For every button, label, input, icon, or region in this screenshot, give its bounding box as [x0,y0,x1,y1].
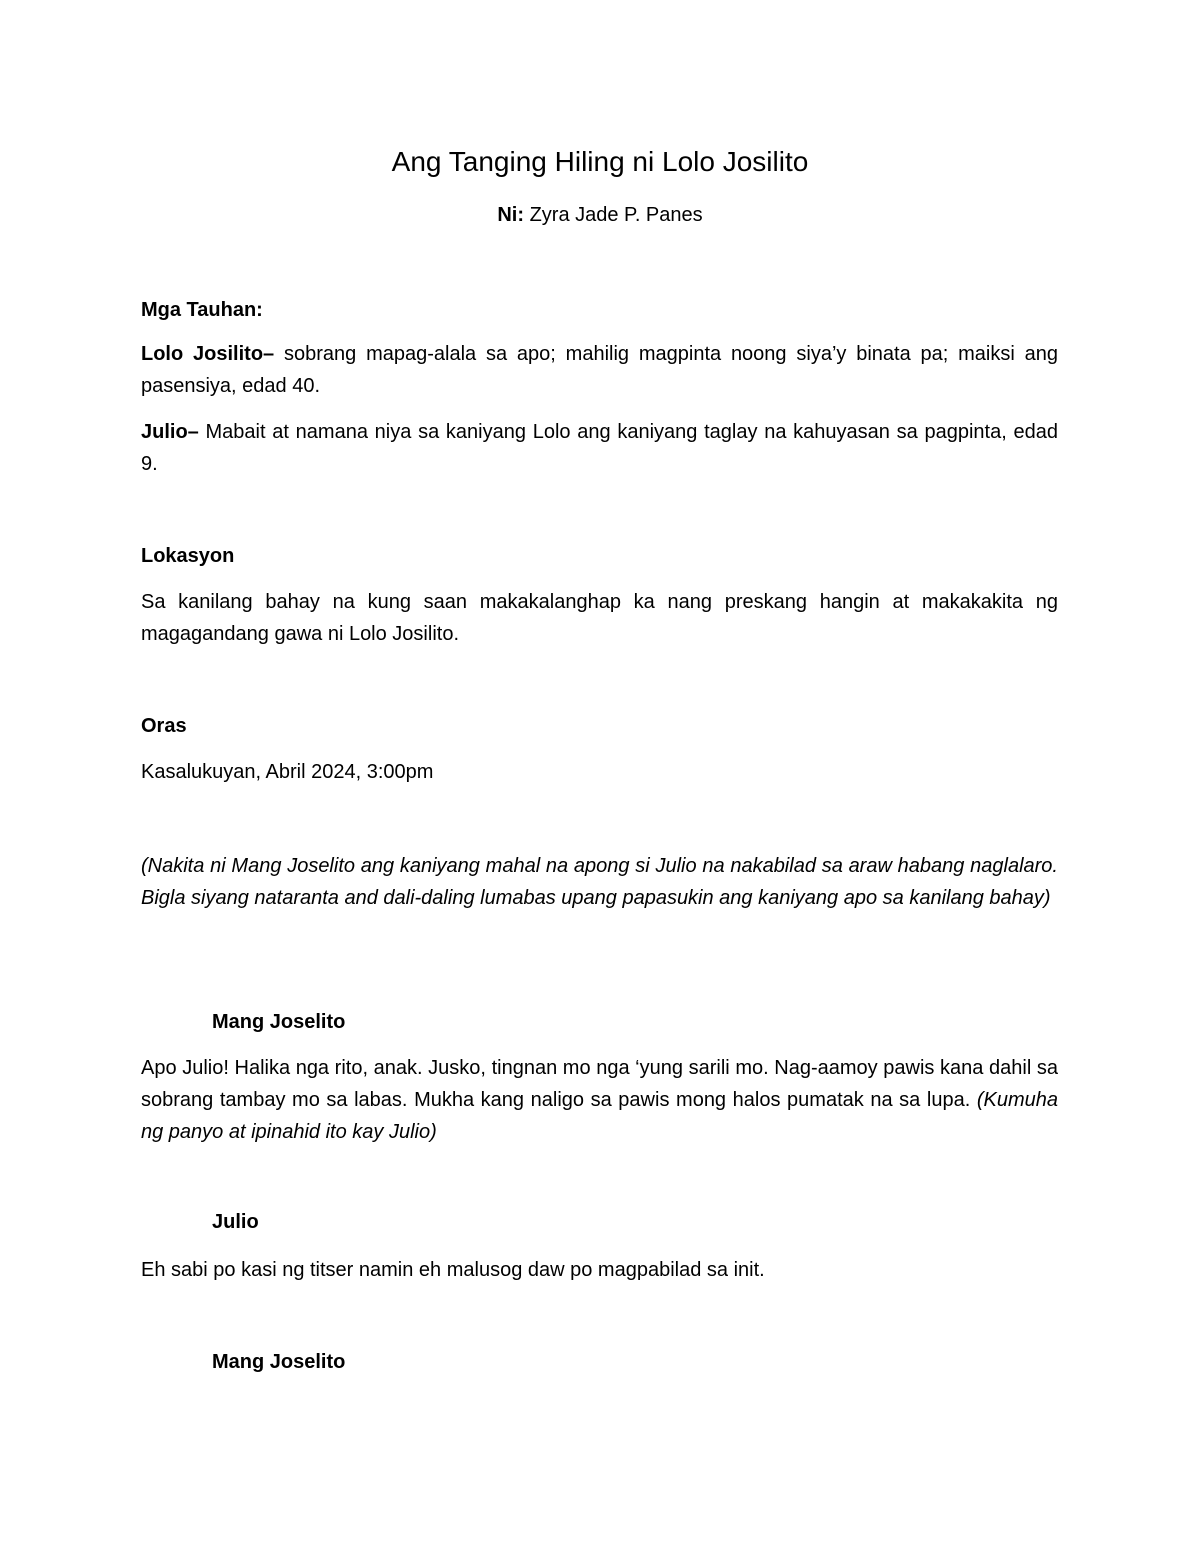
dialogue-line [141,1052,1058,1148]
character-description: sobrang mapag-alala sa apo; mahilig magpinta noong siya’y binata pa; maiksi ang pasensiya, edad 40. [141,343,1058,397]
document-title: Ang Tanging Hiling ni Lolo Josilito [391,146,809,177]
time-text: Kasalukuyan, Abril 2024, 3:00pm [141,761,434,783]
dialogue-direction: (Kumuha ng panyo at ipinahid ito kay Julio) [141,1089,1058,1143]
speaker-name: Julio [212,1211,259,1233]
location-text: Sa kanilang bahay na kung saan makakalanghap ka nang preskang hangin at makakakita ng magagandang gawa ni Lolo Josilito. [141,591,1058,645]
character-entry-lolo [141,338,1058,402]
speaker-name: Mang Joselito [212,1011,346,1033]
location-heading: Lokasyon [141,545,235,567]
time-heading: Oras [141,715,187,737]
characters-heading: Mga Tauhan: [141,299,263,321]
byline-label: Ni: [497,204,525,226]
character-name: Lolo Josilito– [141,343,275,365]
character-entry-julio [141,416,1058,480]
dialogue-line [141,1254,1058,1286]
dialogue-text: Apo Julio! Halika nga rito, anak. Jusko, tingnan mo nga ‘yung sarili mo. Nag-aamoy pawis kana dahil sa sobrang tambay mo sa labas. Mukha kang naligo sa pawis mong halos pumatak na sa lupa. [141,1057,1058,1111]
speaker-name: Mang Joselito [212,1351,346,1373]
stage-direction: (Nakita ni Mang Joselito ang kaniyang mahal na apong si Julio na nakabilad sa araw habang naglalaro. Bigla siyang nataranta and dali-daling lumabas upang papasukin ang kaniyang apo sa kanilang bahay) [141,855,1058,909]
byline [0,202,1200,228]
character-description: Mabait at namana niya sa kaniyang Lolo ang kaniyang taglay na kahuyasan sa pagpinta, edad 9. [141,421,1058,475]
byline-author: Zyra Jade P. Panes [529,204,703,226]
dialogue-text: Eh sabi po kasi ng titser namin eh malusog daw po magpabilad sa init. [141,1259,765,1281]
character-name: Julio– [141,421,199,443]
